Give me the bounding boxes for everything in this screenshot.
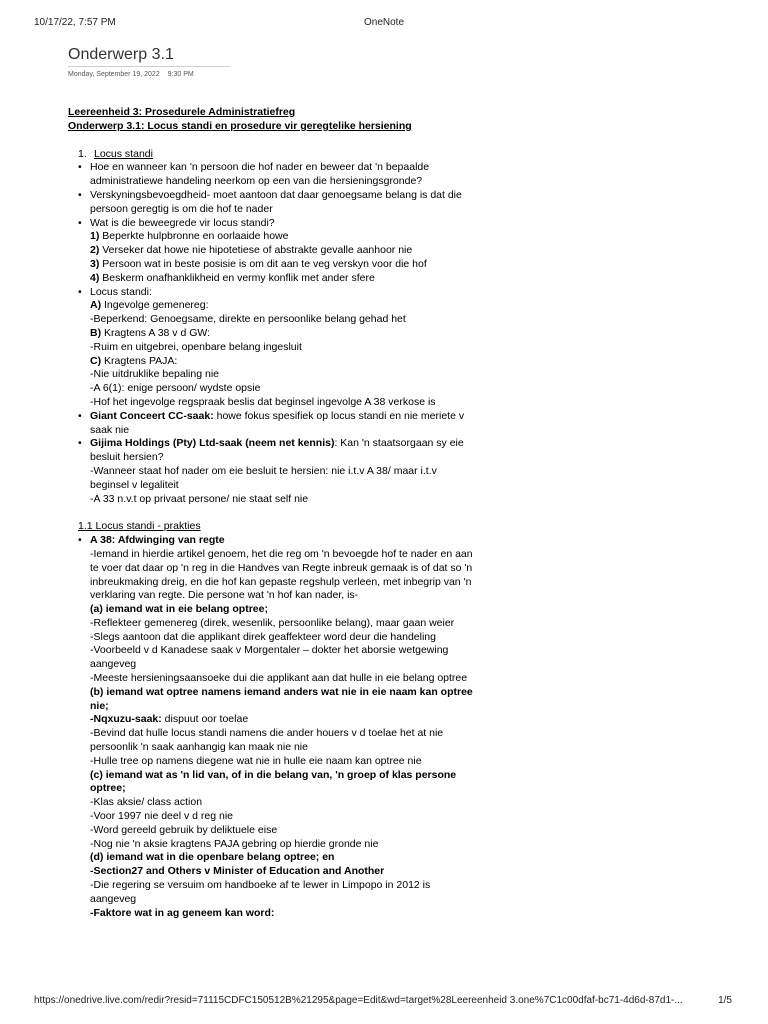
detail-line — [68, 865, 478, 879]
bullet-item — [68, 410, 478, 438]
standi-line — [68, 355, 478, 369]
bullet-item: • Hoe en wanneer kan 'n persoon die hof nader en beweer dat 'n bepaalde administratiewe handeling neerkom op een van die hersieningsgronde? — [68, 161, 478, 189]
print-url[interactable]: https://onedrive.live.com/redir?resid=71115CDFC150512B%21295&page=Edit&wd=target%28Leereenheid 3.one%7C1c00dfaf-bc71-4d6d-87d1-... — [34, 995, 683, 1006]
reason-number: 2) — [90, 244, 100, 257]
reason-text: Beperkte hulpbronne en oorlaaide howe — [99, 230, 289, 243]
case-text: dispuut oor toelae — [161, 713, 249, 726]
clause-text: (c) iemand wat as 'n lid van, of in die belang van, 'n groep of klas persone optree; — [90, 768, 457, 795]
print-datetime: 10/17/22, 7:57 PM — [34, 17, 116, 28]
detail-line: -Klas aksie/ class action — [90, 796, 203, 809]
detail-line: -Iemand in hierdie artikel genoem, het die reg om 'n bevoegde hof te nader en aan te voer dat daar op 'n reg in die Handves van Regte inbreuk gemaak is of dat so 'n inbreukmaking dreig, en die hof kan gepaste regshulp verleen, met inbegrip van 'n verklaring van regte. Die persone wat 'n hof kan nader, is- — [90, 547, 473, 602]
bullet-item: • Wat is die beweegrede vir locus standi? — [68, 217, 478, 231]
clause-heading — [68, 686, 478, 714]
standi-letter: C) — [90, 354, 102, 367]
standi-letter: B) — [90, 326, 102, 339]
detail-line: -Ruim en uitgebrei, openbare belang ingesluit — [90, 340, 302, 353]
reason-line — [68, 244, 478, 258]
note-content[interactable] — [68, 106, 478, 920]
detail-line: -Hof het ingevolge regspraak beslis dat beginsel ingevolge A 38 verkose is — [90, 395, 436, 408]
standi-line — [68, 299, 478, 313]
clause-heading — [68, 769, 478, 797]
detail-line: -Wanneer staat hof nader om eie besluit te hersien: nie i.t.v A 38/ maar i.t.v beginsel v legaliteit — [90, 464, 437, 491]
page-title[interactable]: Onderwerp 3.1 — [68, 46, 174, 63]
standi-text: Kragtens PAJA: — [101, 354, 178, 367]
detail-line: -Slegs aantoon dat die applikant direk geaffekteer word deur die handeling — [90, 630, 436, 643]
case-name: Gijima Holdings (Pty) Ltd-saak (neem net kennis) — [90, 437, 335, 450]
detail-line: -Voorbeeld v d Kanadese saak v Morgentaler – dokter het aborsie wetgewing aangeveg — [90, 644, 449, 671]
reason-text: Verseker dat howe nie hipotetiese of abstrakte gevalle aanhoor nie — [99, 244, 413, 257]
reason-number: 3) — [90, 257, 100, 270]
case-name: Giant Conceert CC-saak: — [90, 409, 214, 422]
detail-line: -Nog nie 'n aksie kragtens PAJA gebring op hierdie gronde nie — [90, 837, 379, 850]
section-locus-standi — [68, 148, 478, 162]
section-title: Locus standi — [94, 147, 153, 160]
clause-heading — [68, 851, 478, 865]
reason-text: Persoon wat in beste posisie is om dit aan te veg verskyn voor die hof — [99, 257, 427, 270]
detail-line — [68, 907, 478, 921]
subsection-prakties — [68, 520, 478, 534]
clause-text: (a) iemand wat in eie belang optree; — [90, 603, 268, 616]
bullet-item: • Verskyningsbevoegdheid- moet aantoon dat daar genoegsame belang is dat die persoon geregtig is om die hof te nader — [68, 189, 478, 217]
detail-line: -Word gereeld gebruik by deliktuele eise — [90, 823, 278, 836]
bullet-item: • Locus standi: — [68, 286, 478, 300]
reason-line — [68, 258, 478, 272]
detail-line: -Bevind dat hulle locus standi namens die ander houers v d toelae het at nie persoonlik 'n saak aanhangig kan maak nie nie — [90, 727, 444, 754]
article-title: A 38: Afdwinging van regte — [90, 534, 225, 547]
case-text: howe fokus spesifiek op locus standi en nie meriete v saak nie — [90, 409, 465, 436]
factors-heading: -Faktore wat in ag geneem kan word: — [90, 906, 275, 919]
case-text: : Kan 'n staatsorgaan sy eie besluit hersien? — [90, 437, 464, 464]
page-time: 9:30 PM — [167, 71, 194, 78]
detail-line: -Beperkend: Genoegsame, direkte en persoonlike belang gehad het — [90, 313, 406, 326]
bullet-item — [68, 437, 478, 465]
detail-line: -Meeste hersieningsaansoeke dui die applikant aan dat hulle in eie belang optree — [90, 672, 468, 685]
clause-heading — [68, 603, 478, 617]
reason-number: 4) — [90, 271, 100, 284]
clause-text: (b) iemand wat optree namens iemand anders wat nie in eie naam kan optree nie; — [90, 685, 473, 712]
reason-line — [68, 272, 478, 286]
page-meta — [68, 71, 194, 78]
print-page-number: 1/5 — [718, 995, 732, 1006]
title-underline — [68, 66, 230, 67]
reason-number: 1) — [90, 230, 100, 243]
detail-line: -Reflekteer gemenereg (direk, wesenlik, persoonlike belang), maar gaan weier — [90, 616, 455, 629]
case-name: -Section27 and Others v Minister of Education and Another — [90, 865, 385, 878]
heading-onderwerp: Onderwerp 3.1: Locus standi en prosedure vir geregtelike hersiening — [68, 119, 412, 132]
clause-text: (d) iemand wat in die openbare belang optree; en — [90, 851, 335, 864]
bullet-item — [68, 534, 478, 548]
reason-line — [68, 230, 478, 244]
print-app-name: OneNote — [363, 17, 405, 28]
detail-line — [68, 713, 478, 727]
detail-line: -Nie uitdruklike bepaling nie — [90, 368, 219, 381]
section-number: 1. — [78, 147, 87, 160]
detail-line: -Voor 1997 nie deel v d reg nie — [90, 810, 234, 823]
detail-line: -A 6(1): enige persoon/ wydste opsie — [90, 382, 261, 395]
standi-text: Kragtens A 38 v d GW: — [101, 326, 211, 339]
detail-line: -Die regering se versuim om handboeke af te lewer in Limpopo in 2012 is aangeveg — [90, 879, 431, 905]
detail-line: -Hulle tree op namens diegene wat nie in hulle eie naam kan optree nie — [90, 754, 422, 767]
case-name: -Nqxuzu-saak: — [90, 713, 162, 726]
subsection-title: 1.1 Locus standi - prakties — [78, 520, 201, 533]
heading-leereenheid: Leereenheid 3: Prosedurele Administratiefreg — [68, 106, 296, 118]
standi-letter: A) — [90, 299, 102, 312]
reason-text: Beskerm onafhanklikheid en vermy konflik met ander sfere — [99, 271, 375, 284]
standi-text: Ingevolge gemenereg: — [101, 299, 209, 312]
detail-line: -A 33 n.v.t op privaat persone/ nie staat self nie — [90, 492, 309, 505]
page-date: Monday, September 19, 2022 — [68, 71, 160, 78]
standi-line — [68, 327, 478, 341]
